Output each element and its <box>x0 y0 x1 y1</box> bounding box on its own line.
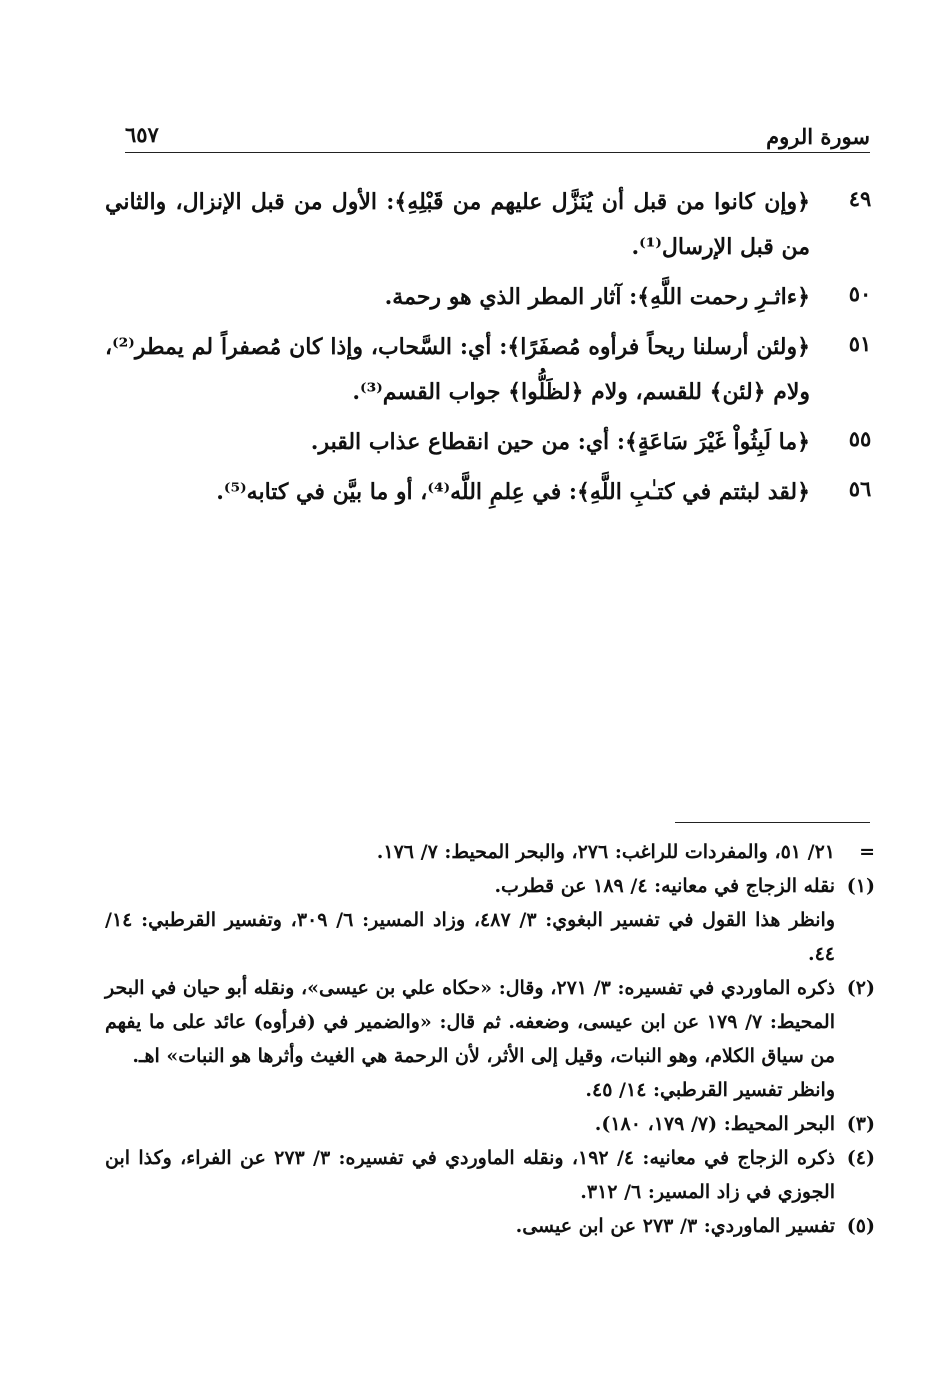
verse-number: ٥٦ <box>848 476 872 501</box>
footnote-text: نقله الزجاج في معانيه: ٤/ ١٨٩ عن قطرب. <box>494 875 835 897</box>
footnote-mark: (٢) <box>846 977 875 999</box>
page-header <box>125 118 870 153</box>
entry-text: ﴿ولئن أرسلنا ريحاً فرأوه مُصفَرًا﴾: أي: السَّحاب، وإذا كان مُصفراً لم يمطر⁽²⁾، ولام ﴿لئن﴾ للقسم، ولام ﴿لظَلُّوا﴾ جواب القسم⁽³⁾. <box>105 334 810 405</box>
footnote-2 <box>105 971 875 1107</box>
surah-title: سورة الروم <box>766 124 870 149</box>
page-number: ٦٥٧ <box>125 122 159 147</box>
footnote-mark: (١) <box>846 875 875 897</box>
footnotes <box>105 835 875 1243</box>
footnote-mark: (٣) <box>846 1113 875 1135</box>
footnote-text: ٢١/ ٥١، والمفردات للراغب: ٢٧٦، والبحر المحيط: ٧/ ١٧٦. <box>376 841 835 863</box>
verse-number: ٥٥ <box>848 426 872 451</box>
entry-text: ﴿لقد لبثتم في كتـٰبِ اللَّهِ﴾: في عِلمِ اللَّه⁽⁴⁾، أو ما بيَّن في كتابه⁽⁵⁾. <box>216 479 810 505</box>
entry-51 <box>105 325 880 415</box>
footnote-mark: (٤) <box>846 1147 875 1169</box>
entry-50 <box>105 275 880 320</box>
footnote-text: البحر المحيط: (٧/ ١٧٩، ١٨٠). <box>594 1113 835 1135</box>
entry-56 <box>105 470 880 515</box>
footnote-4 <box>105 1141 875 1209</box>
entry-text: ﴿وإن كانوا من قبل أن يُنَزَّل عليهم من قَبْلِهِ﴾: الأول من قبل الإنزال، والثاني من قبل الإرسال⁽¹⁾. <box>105 189 810 260</box>
footnote-text: ذكره الزجاج في معانيه: ٤/ ١٩٢، ونقله الماوردي في تفسيره: ٣/ ٢٧٣ عن الفراء، وكذا ابن الجوزي في زاد المسير: ٦/ ٣١٢. <box>105 1147 835 1203</box>
entry-49 <box>105 180 880 270</box>
footnote-text: وانظر هذا القول في تفسير البغوي: ٣/ ٤٨٧، وزاد المسير: ٦/ ٣٠٩، وتفسير القرطبي: ١٤/ ٤٤. <box>105 909 836 965</box>
verse-number: ٥١ <box>848 331 872 356</box>
footnote-1 <box>105 869 875 971</box>
entry-55 <box>105 420 880 465</box>
footnote-3 <box>105 1107 875 1141</box>
entry-text: ﴿ءاثـرِ رحمت اللَّهِ﴾: آثار المطر الذي هو رحمة. <box>384 284 810 310</box>
footnote-continued <box>105 835 875 869</box>
footnote-mark: = <box>859 841 875 863</box>
commentary-entries <box>105 180 880 520</box>
footnote-separator <box>675 822 870 823</box>
verse-number: ٥٠ <box>848 281 872 306</box>
entry-text: ﴿ما لَبِثُواْ غَيْرَ سَاعَةٍ﴾: أي: من حين انقطاع عذاب القبر. <box>310 429 810 455</box>
footnote-5 <box>105 1209 875 1243</box>
footnote-text: ذكره الماوردي في تفسيره: ٣/ ٢٧١، وقال: «حكاه علي بن عيسى»، ونقله أبو حيان في البحر المحيط: ٧/ ١٧٩ عن ابن عيسى، وضعفه. ثم قال: «والضمير في (فرأوه) عائد على ما يفهم من سياق الكلام، وهو النبات، وقيل إلى الأثر، لأن الرحمة هي الغيث وأثرها هو النبات» اهـ. <box>105 977 835 1067</box>
footnote-text: تفسير الماوردي: ٣/ ٢٧٣ عن ابن عيسى. <box>515 1215 835 1237</box>
footnote-mark: (٥) <box>846 1215 875 1237</box>
footnote-text: وانظر تفسير القرطبي: ١٤/ ٤٥. <box>585 1079 835 1101</box>
verse-number: ٤٩ <box>848 186 872 211</box>
